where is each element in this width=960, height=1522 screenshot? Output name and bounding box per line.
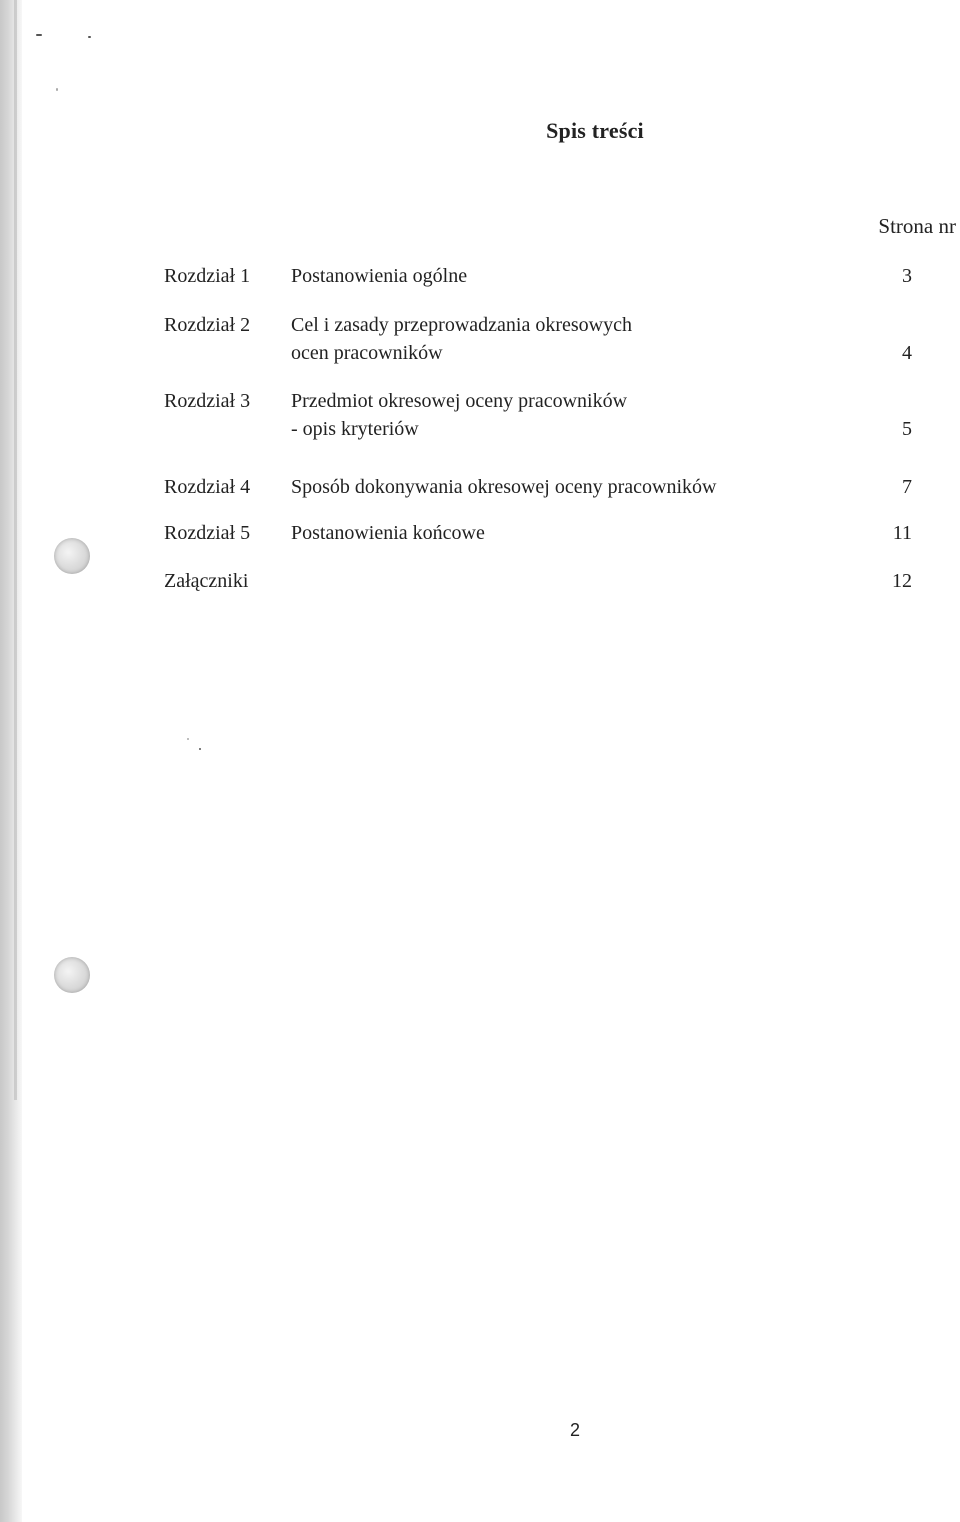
toc-entry-page: 7: [902, 476, 912, 498]
scan-left-edge: [0, 0, 22, 1522]
scan-speck: [36, 34, 42, 36]
toc-entry-label: Rozdział 2: [164, 314, 251, 336]
punch-hole: [54, 957, 90, 993]
punch-hole: [54, 538, 90, 574]
toc-entry-title: [291, 311, 632, 367]
toc-entry-label: Rozdział 3: [164, 390, 251, 412]
toc-title: Spis treści: [546, 118, 644, 143]
scan-speck: [187, 738, 189, 740]
page-number: 2: [569, 1420, 580, 1440]
page-column-header: Strona nr: [878, 214, 956, 238]
toc-entry-page: 11: [892, 522, 912, 544]
toc-entry-title: [291, 387, 627, 443]
toc-entry-title-line: Sposób dokonywania okresowej oceny pracowników: [291, 476, 717, 498]
scan-edge-line: [14, 0, 17, 1100]
toc-entry-label: Rozdział 4: [164, 476, 251, 498]
scan-speck: [56, 88, 58, 91]
toc-entry-title: [291, 519, 485, 547]
toc-entry-title: [291, 473, 716, 501]
toc-entry-title: [291, 262, 467, 290]
toc-entry-label: Rozdział 5: [164, 522, 251, 544]
toc-entry-title-line: Postanowienia ogólne: [291, 265, 468, 287]
toc-entry-label: Rozdział 1: [164, 265, 251, 287]
toc-entry-title-line: - opis kryteriów: [291, 418, 419, 440]
toc-entry-page: 12: [892, 570, 912, 592]
toc-entry-page: 5: [902, 418, 912, 440]
toc-entry-title-line: Postanowienia końcowe: [291, 522, 485, 544]
toc-entry-title-line: Cel i zasady przeprowadzania okresowych: [291, 314, 632, 336]
toc-entry-title-line: ocen pracowników: [291, 342, 443, 364]
toc-entry-title-line: Przedmiot okresowej oceny pracowników: [291, 390, 628, 412]
toc-entry-page: 4: [902, 342, 912, 364]
scan-speck: [199, 748, 201, 750]
scan-speck: [88, 36, 91, 38]
toc-entry-label: Załączniki: [164, 570, 249, 592]
toc-entry-page: 3: [902, 265, 912, 287]
